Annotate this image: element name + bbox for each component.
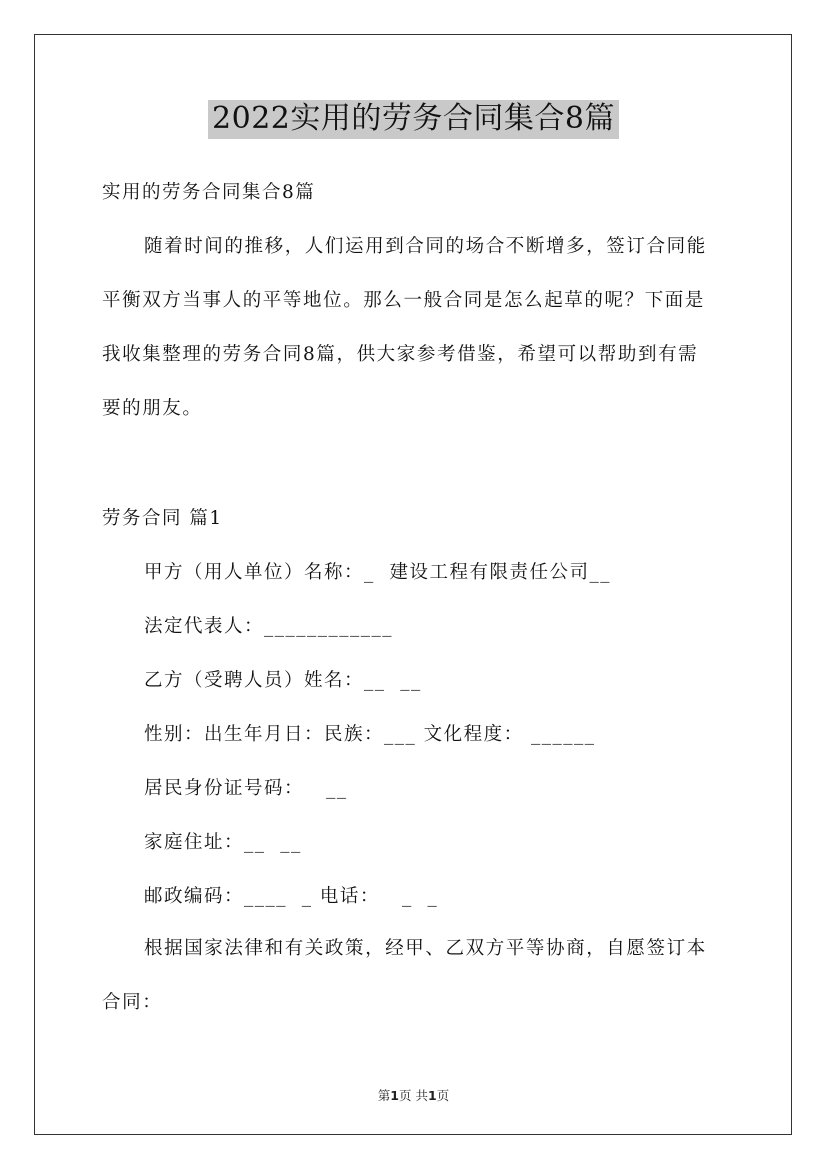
party-a-field: 甲方（用人单位）名称：_ 建设工程有限责任公司__ xyxy=(144,562,612,583)
intro-line-3: 我收集整理的劳务合同8篇，供大家参考借鉴，希望可以帮助到有需 xyxy=(102,344,699,365)
footer-page-mid: 页 共 xyxy=(399,1088,428,1103)
address-field: 家庭住址：__ __ xyxy=(144,832,302,853)
footer-page-suffix: 页 xyxy=(436,1088,450,1103)
intro-line-2: 平衡双方当事人的平等地位。那么一般合同是怎么起草的呢？下面是 xyxy=(102,290,706,311)
footer-page-prefix: 第 xyxy=(377,1088,391,1103)
intro-line-4: 要的朋友。 xyxy=(102,398,203,419)
document-title-text: 2022实用的劳务合同集合8篇 xyxy=(208,100,619,139)
intro-paragraph xyxy=(102,238,728,454)
agreement-line-1: 根据国家法律和有关政策，经甲、乙双方平等协商，自愿签订本 xyxy=(144,938,707,959)
intro-line-1: 随着时间的推移，人们运用到合同的场合不断增多，签订合同能 xyxy=(144,236,707,257)
agreement-line-2: 合同： xyxy=(102,992,163,1013)
document-title xyxy=(0,100,827,139)
id-number-field: 居民身份证号码： __ xyxy=(144,778,348,799)
page-footer xyxy=(0,1086,827,1104)
agreement-paragraph xyxy=(102,940,728,1048)
footer-page-total: 1 xyxy=(427,1088,437,1103)
postal-phone-field: 邮政编码：____ _ 电话： _ _ xyxy=(144,886,439,907)
footer-page-current: 1 xyxy=(390,1088,399,1103)
gender-field: 性别：出生年月日：民族：___ 文化程度： ______ xyxy=(144,724,596,745)
document-subtitle: 实用的劳务合同集合8篇 xyxy=(102,182,316,203)
party-b-field: 乙方（受聘人员）姓名：__ __ xyxy=(144,670,422,691)
legal-rep-field: 法定代表人：____________ xyxy=(144,616,394,637)
section-heading: 劳务合同 篇1 xyxy=(102,508,223,529)
